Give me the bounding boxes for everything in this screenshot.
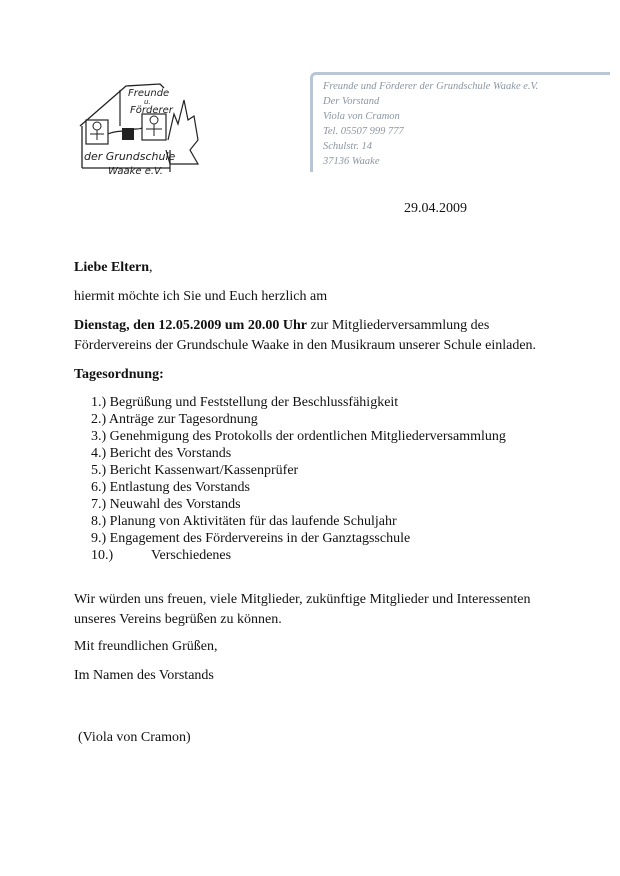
sender-phone: Tel. 05507 999 777 xyxy=(323,126,404,137)
agenda-item xyxy=(91,445,506,462)
signature-name: (Viola von Cramon) xyxy=(78,730,191,745)
agenda-item xyxy=(91,530,506,547)
agenda-item xyxy=(91,513,506,530)
agenda-list xyxy=(91,394,506,564)
logo-text-freunde: Freunde xyxy=(128,88,170,99)
agenda-text: Bericht Kassenwart/Kassenprüfer xyxy=(109,463,299,478)
agenda-item xyxy=(91,547,506,564)
agenda-text: Genehmigung des Protokolls der ordentlichen Mitgliederversammlung xyxy=(109,429,506,444)
logo-text-waake: Waake e.V. xyxy=(108,166,163,177)
agenda-number: 7.) xyxy=(91,497,107,512)
agenda-number: 1.) xyxy=(91,395,107,410)
logo-text-und: u. xyxy=(144,98,151,106)
association-logo xyxy=(70,80,210,184)
closing-paragraph: Wir würden uns freuen, viele Mitglieder, zukünftige Mitglieder und Interessenten unseres Vereins begrüßen zu können. xyxy=(74,592,531,627)
agenda-text: Neuwahl des Vorstands xyxy=(109,497,241,512)
agenda-number: 3.) xyxy=(91,429,107,444)
invitation-paragraph xyxy=(74,316,544,356)
agenda-text: Verschiedenes xyxy=(151,548,232,563)
agenda-text: Planung von Aktivitäten für das laufende Schuljahr xyxy=(109,514,397,529)
agenda-number: 10.) xyxy=(91,548,114,563)
letter-date: 29.04.2009 xyxy=(404,201,467,216)
agenda-number: 9.) xyxy=(91,531,107,546)
agenda-text: Begrüßung und Feststellung der Beschlussfähigkeit xyxy=(109,395,399,410)
school-house-logo-icon xyxy=(70,80,210,184)
agenda-number: 8.) xyxy=(91,514,107,529)
sender-street: Schulstr. 14 xyxy=(323,141,373,152)
invitation-text: zur Mitgliederversammlung des Fördervereins der Grundschule Waake in den Musikraum unserer Schule einladen. xyxy=(74,318,537,353)
agenda-number: 5.) xyxy=(91,463,107,478)
logo-text-grundschule: der Grundschule xyxy=(84,150,176,163)
agenda-item xyxy=(91,394,506,411)
sender-name: Viola von Cramon xyxy=(323,111,400,122)
agenda-item xyxy=(91,411,506,428)
agenda-number: 2.) xyxy=(91,412,107,427)
agenda-text: Engagement des Fördervereins in der Ganztagsschule xyxy=(109,531,411,546)
meeting-date-bold: Dienstag, den 12.05.2009 um 20.00 Uhr xyxy=(74,318,307,333)
agenda-number: 4.) xyxy=(91,446,107,461)
greeting-comma: , xyxy=(149,260,153,275)
greeting-bold: Liebe Eltern xyxy=(74,260,150,275)
agenda-item xyxy=(91,428,506,445)
sender-association: Freunde und Förderer der Grundschule Waake e.V. xyxy=(323,81,539,92)
intro-paragraph: hiermit möchte ich Sie und Euch herzlich am xyxy=(74,289,328,304)
agenda-item xyxy=(91,496,506,513)
agenda-text: Entlastung des Vorstands xyxy=(109,480,250,495)
greeting xyxy=(74,258,544,278)
agenda-text: Bericht des Vorstands xyxy=(109,446,232,461)
agenda-item xyxy=(91,462,506,479)
on-behalf-line: Im Namen des Vorstands xyxy=(74,668,214,683)
agenda-heading: Tagesordnung: xyxy=(74,367,164,382)
sender-address-block xyxy=(310,72,610,172)
regards-line: Mit freundlichen Grüßen, xyxy=(74,639,218,654)
agenda-text: Anträge zur Tagesordnung xyxy=(108,412,258,427)
agenda-item xyxy=(91,479,506,496)
sender-board: Der Vorstand xyxy=(323,96,380,107)
sender-city: 37136 Waake xyxy=(323,156,380,167)
logo-text-foerderer: Förderer xyxy=(130,105,173,116)
agenda-number: 6.) xyxy=(91,480,107,495)
